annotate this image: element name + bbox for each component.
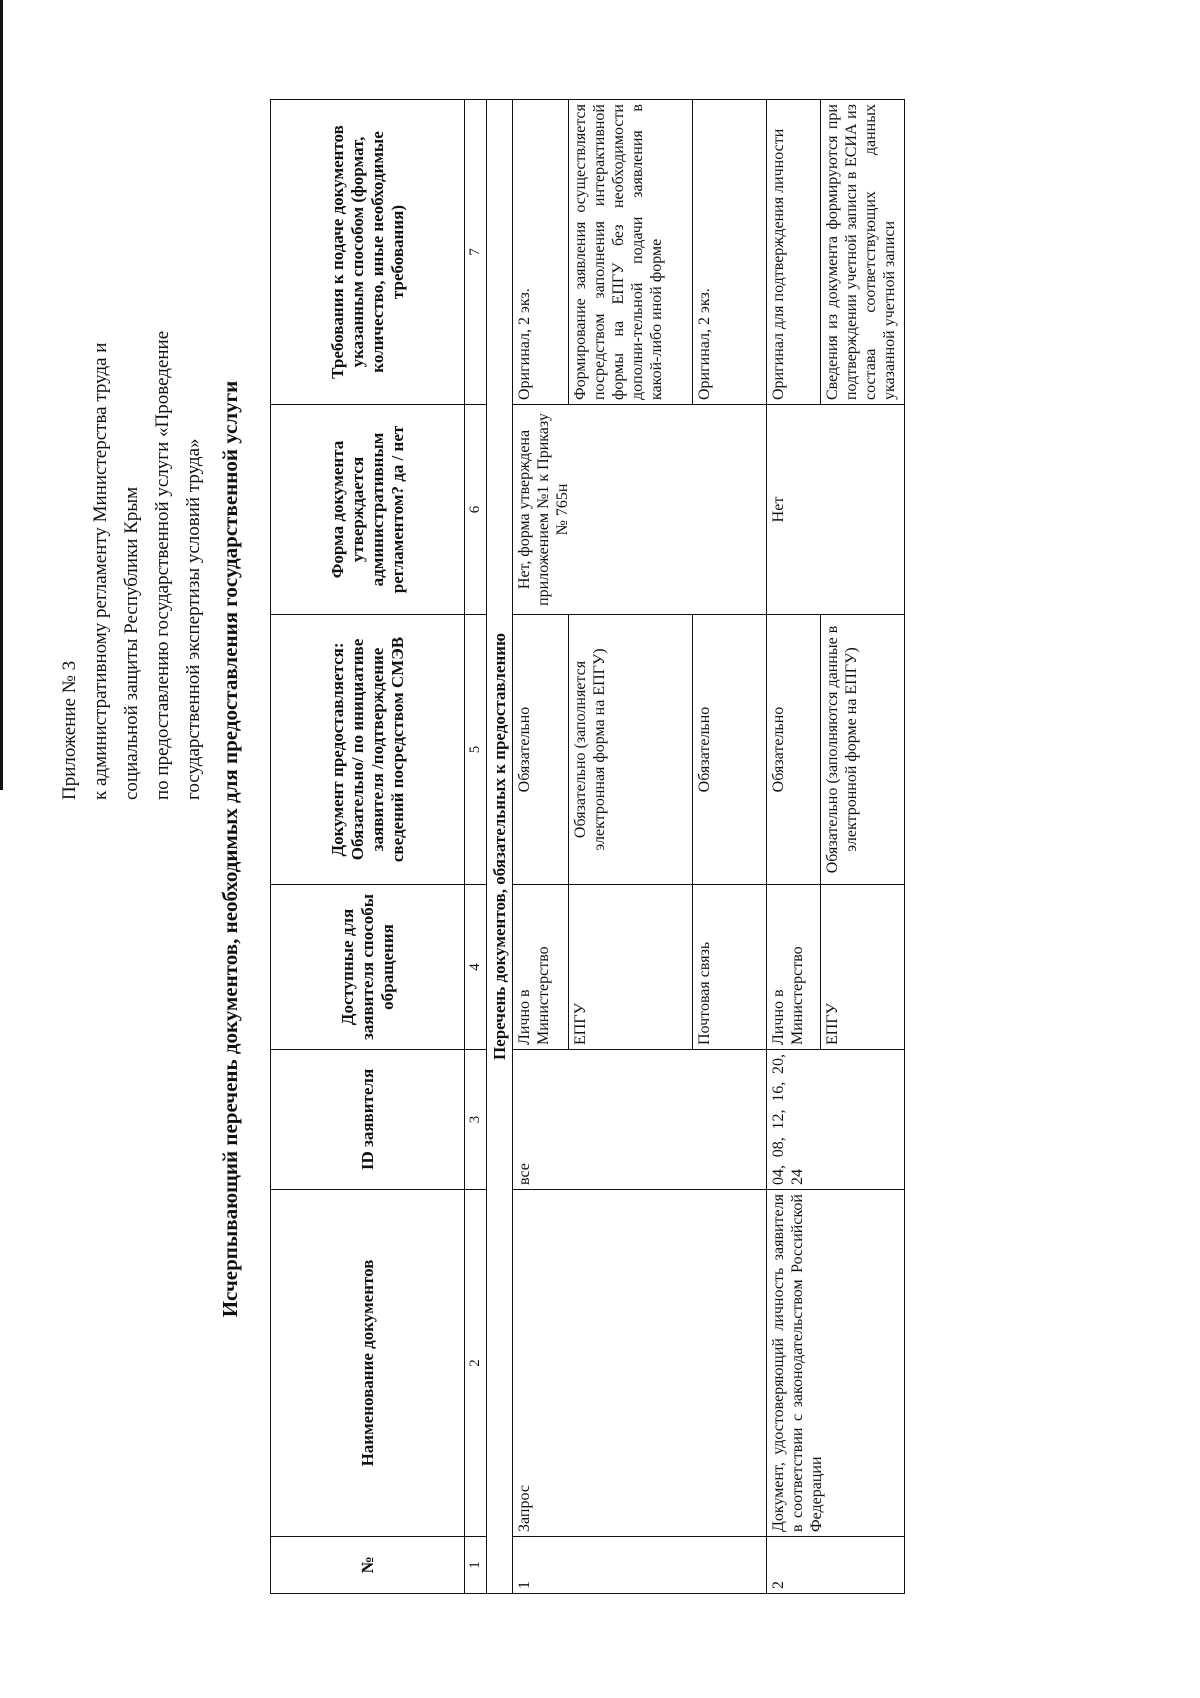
column-number: 5 [465,615,487,885]
header-methods: Доступные для заявителя способы обращения [271,885,465,1050]
column-number: 1 [465,1537,487,1594]
header-provided: Документ предоставляется: Обязательно/ по инициативе заявителя /подтверждение сведений посредством СМЭВ [271,615,465,885]
provided: Обязательно (заполняется электронная форма на ЕПГУ) [569,615,693,885]
method: ЕПГУ [569,885,693,1050]
appendix-header [54,62,209,800]
section-title: Перечень документов, обязательных к предоставлению [487,100,513,1594]
requirements: Формирование заявления осуществляется посредством заполнения интерактивной формы на ЕПГУ без необходимости дополни-тельной подачи заявления в какой-либо иной форме [569,100,693,405]
requirements: Оригинал для подтверждения личности [767,100,821,405]
provided: Обязательно [767,615,821,885]
method: Почтовая связь [693,885,767,1050]
column-number: 4 [465,885,487,1050]
requirements: Оригинал, 2 экз. [693,100,767,405]
header-id: ID заявителя [271,1050,465,1190]
header-requirements: Требования к подаче документов указанным способом (формат, количество, иные необходимые требования) [271,100,465,405]
header-form: Формa документа утверждается административным регламентом? да / нет [271,405,465,615]
column-numbers-row [465,100,487,1594]
requirements: Оригинал, 2 экз. [513,100,569,405]
row-num: 2 [767,1537,905,1594]
documents-table [270,99,905,1594]
row-num: 1 [513,1537,767,1594]
form-approved: Нет [767,405,905,615]
section-row [487,100,513,1594]
document-name: Документ, удостоверяющий личность заявителя в соответствии с законодательством Российской Федерации [767,1190,905,1537]
provided: Обязательно [693,615,767,885]
header-name: Наименование документов [271,1190,465,1537]
appendix-line: государственной экспертизы условий труда» [183,438,204,800]
column-number: 7 [465,100,487,405]
column-number: 3 [465,1050,487,1190]
provided: Обязательно (заполняются данные в электронной форме на ЕПГУ) [821,615,905,885]
document-name: Запрос [513,1190,767,1537]
form-approved: Нет, форма утверждена приложением №1 к Приказу № 765н [513,405,767,615]
header-row [271,100,465,1594]
provided: Обязательно [513,615,569,885]
appendix-line: социальной защиты Республики Крым [121,486,142,800]
requirements: Сведения из документа формируются при подтверждении учетной записи в ЕСИА из состава соответствующих данных указанной учетной записи [821,100,905,405]
header-num: № [271,1537,465,1594]
document-title: Исчерпывающий перечень документов, необходимых для предоставления государственной услуги [218,380,242,1318]
table-row [513,100,569,1594]
appendix-line: по предоставлению государственной услуги «Проведение [152,330,173,800]
method: ЕПГУ [821,885,905,1050]
appendix-line: к административному регламенту Министерства труда и [90,342,111,800]
table-row [767,100,821,1594]
applicant-id: 04, 08, 12, 16, 20, 24 [767,1050,905,1190]
appendix-line: Приложение № 3 [59,660,80,800]
applicant-id: все [513,1050,767,1190]
column-number: 6 [465,405,487,615]
column-number: 2 [465,1190,487,1537]
method: Лично в Министерство [767,885,821,1050]
method: Лично в Министерство [513,885,569,1050]
